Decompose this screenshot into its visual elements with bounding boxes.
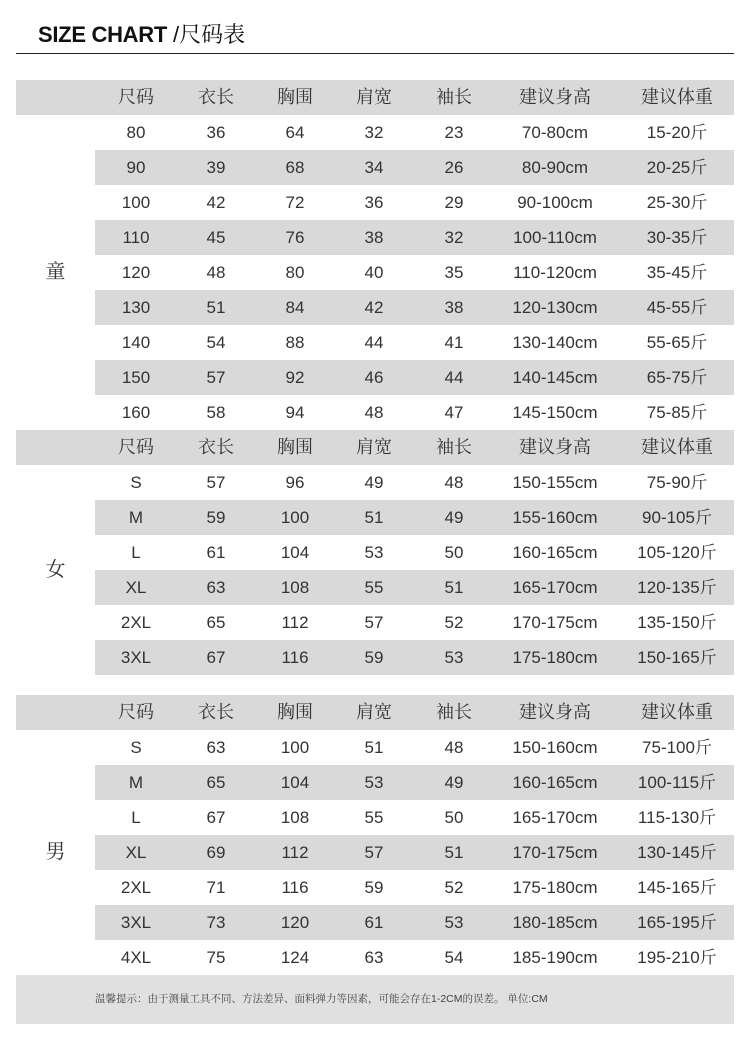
cell-size: 3XL <box>120 648 152 667</box>
cell-shoulder: 61 <box>364 913 384 932</box>
section-group-2 <box>16 695 734 975</box>
table-row <box>16 290 734 325</box>
cell-length: 51 <box>206 298 226 317</box>
cell-height: 140-145cm <box>512 368 598 387</box>
cell-height: 80-90cm <box>521 158 589 177</box>
table-row <box>16 325 734 360</box>
cell-chest: 76 <box>285 228 305 247</box>
cell-height: 165-170cm <box>512 808 598 827</box>
cell-chest: 104 <box>280 773 310 792</box>
cell-size: 80 <box>126 123 146 142</box>
header-cell-height: 建议身高 <box>519 437 591 457</box>
cell-shoulder: 57 <box>364 613 384 632</box>
table-row <box>16 115 734 150</box>
header-cell-sleeve: 袖长 <box>436 702 472 722</box>
cell-shoulder: 63 <box>364 948 384 967</box>
header-cell-shoulder: 肩宽 <box>356 437 392 457</box>
header-cell-shoulder: 肩宽 <box>356 87 392 107</box>
cell-sleeve: 51 <box>444 578 464 597</box>
page-title <box>38 20 245 50</box>
header-cell-size: 尺码 <box>118 702 154 722</box>
cell-height: 145-150cm <box>512 403 598 422</box>
cell-sleeve: 54 <box>444 948 464 967</box>
cell-size: 160 <box>121 403 151 422</box>
title-english: SIZE CHART <box>38 22 168 47</box>
cell-shoulder: 51 <box>364 738 384 757</box>
cell-height: 165-170cm <box>512 578 598 597</box>
cell-weight: 75-90斤 <box>646 473 708 492</box>
table-row <box>16 765 734 800</box>
cell-height: 170-175cm <box>512 843 598 862</box>
cell-height: 120-130cm <box>512 298 598 317</box>
cell-weight: 65-75斤 <box>646 368 708 387</box>
cell-height: 170-175cm <box>512 613 598 632</box>
cell-height: 160-165cm <box>512 773 598 792</box>
cell-chest: 120 <box>280 913 310 932</box>
cell-length: 67 <box>206 648 226 667</box>
table-row <box>16 395 734 430</box>
cell-shoulder: 40 <box>364 263 384 282</box>
cell-size: S <box>130 738 142 757</box>
cell-length: 67 <box>206 808 226 827</box>
cell-shoulder: 57 <box>364 843 384 862</box>
cell-length: 75 <box>206 948 226 967</box>
cell-weight: 25-30斤 <box>646 193 708 212</box>
header-cell-weight: 建议体重 <box>641 87 713 107</box>
cell-sleeve: 50 <box>444 543 464 562</box>
cell-chest: 100 <box>280 738 310 757</box>
cell-length: 54 <box>206 333 226 352</box>
cell-size: 3XL <box>120 913 152 932</box>
cell-height: 180-185cm <box>512 913 598 932</box>
cell-shoulder: 38 <box>364 228 384 247</box>
cell-weight: 20-25斤 <box>646 158 708 177</box>
cell-length: 36 <box>206 123 226 142</box>
cell-length: 57 <box>206 368 226 387</box>
cell-weight: 165-195斤 <box>637 913 717 932</box>
cell-sleeve: 48 <box>444 473 464 492</box>
cell-weight: 195-210斤 <box>637 948 717 967</box>
cell-chest: 112 <box>281 613 309 632</box>
cell-chest: 104 <box>280 543 310 562</box>
cell-size: 4XL <box>120 948 152 967</box>
cell-chest: 108 <box>280 808 310 827</box>
cell-length: 65 <box>206 773 226 792</box>
table-row <box>16 535 734 570</box>
cell-sleeve: 41 <box>444 333 464 352</box>
cell-chest: 116 <box>281 648 309 667</box>
section-group-0 <box>16 80 734 430</box>
cell-height: 110-120cm <box>513 263 597 282</box>
header-cell-chest: 胸围 <box>277 87 313 107</box>
cell-shoulder: 59 <box>364 878 384 897</box>
cell-chest: 94 <box>285 403 305 422</box>
section-group-1 <box>16 430 734 675</box>
cell-size: M <box>128 508 144 527</box>
header-cell-sleeve: 袖长 <box>436 87 472 107</box>
cell-shoulder: 59 <box>364 648 384 667</box>
table-row <box>16 640 734 675</box>
cell-length: 63 <box>206 578 226 597</box>
cell-weight: 30-35斤 <box>646 228 708 247</box>
table-row <box>16 465 734 500</box>
cell-weight: 90-105斤 <box>642 508 712 527</box>
cell-length: 59 <box>206 508 226 527</box>
note-box <box>16 975 734 1024</box>
table-row <box>16 905 734 940</box>
group-label: 童 <box>45 261 66 283</box>
cell-size: 2XL <box>120 878 152 897</box>
cell-chest: 68 <box>285 158 305 177</box>
table-header-row <box>16 695 734 730</box>
cell-shoulder: 48 <box>364 403 384 422</box>
cell-shoulder: 42 <box>364 298 384 317</box>
table-row <box>16 835 734 870</box>
title-divider <box>16 53 734 54</box>
table-row <box>16 940 734 975</box>
cell-sleeve: 29 <box>444 193 464 212</box>
cell-height: 90-100cm <box>517 193 593 212</box>
cell-size: M <box>128 773 144 792</box>
cell-size: 130 <box>121 298 151 317</box>
header-cell-shoulder: 肩宽 <box>356 702 392 722</box>
cell-size: L <box>131 543 141 562</box>
cell-chest: 88 <box>285 333 305 352</box>
header-cell-weight: 建议体重 <box>641 437 713 457</box>
cell-chest: 112 <box>281 843 309 862</box>
cell-length: 57 <box>206 473 226 492</box>
cell-weight: 135-150斤 <box>637 613 717 632</box>
table-header-row <box>16 80 734 115</box>
cell-chest: 92 <box>285 368 305 387</box>
cell-weight: 120-135斤 <box>637 578 717 597</box>
table-row <box>16 150 734 185</box>
cell-chest: 116 <box>281 878 309 897</box>
cell-size: XL <box>125 843 147 862</box>
cell-height: 155-160cm <box>512 508 598 527</box>
cell-shoulder: 49 <box>364 473 384 492</box>
cell-weight: 105-120斤 <box>637 543 717 562</box>
cell-length: 39 <box>206 158 226 177</box>
cell-weight: 75-85斤 <box>646 403 708 422</box>
cell-chest: 72 <box>285 193 305 212</box>
title-chinese: /尺码表 <box>173 22 246 47</box>
cell-sleeve: 26 <box>444 158 464 177</box>
cell-height: 160-165cm <box>512 543 598 562</box>
cell-shoulder: 46 <box>364 368 384 387</box>
header-cell-size: 尺码 <box>118 87 154 107</box>
cell-weight: 100-115斤 <box>637 773 717 792</box>
cell-shoulder: 55 <box>364 578 384 597</box>
cell-weight: 115-130斤 <box>637 808 717 827</box>
cell-length: 69 <box>206 843 226 862</box>
table-row <box>16 605 734 640</box>
cell-shoulder: 34 <box>364 158 384 177</box>
cell-size: 90 <box>126 158 146 177</box>
cell-height: 175-180cm <box>512 878 598 897</box>
cell-chest: 64 <box>285 123 305 142</box>
cell-length: 71 <box>206 878 226 897</box>
cell-size: 140 <box>121 333 151 352</box>
group-label: 男 <box>45 841 66 863</box>
cell-weight: 45-55斤 <box>646 298 708 317</box>
cell-height: 70-80cm <box>521 123 589 142</box>
cell-shoulder: 55 <box>364 808 384 827</box>
cell-shoulder: 53 <box>364 543 384 562</box>
cell-height: 150-155cm <box>512 473 598 492</box>
cell-sleeve: 51 <box>444 843 464 862</box>
cell-height: 150-160cm <box>512 738 598 757</box>
cell-length: 58 <box>206 403 226 422</box>
header-cell-length: 衣长 <box>198 437 234 457</box>
cell-chest: 84 <box>285 298 305 317</box>
header-cell-sleeve: 袖长 <box>436 437 472 457</box>
cell-sleeve: 44 <box>444 368 464 387</box>
cell-shoulder: 36 <box>364 193 384 212</box>
table-header-row <box>16 430 734 465</box>
cell-height: 130-140cm <box>512 333 598 352</box>
cell-weight: 145-165斤 <box>637 878 717 897</box>
table-row <box>16 360 734 395</box>
measurement-note: 温馨提示：由于测量工具不同、方法差异、面料弹力等因素，可能会存在1-2CM的误差。 单位:CM <box>95 993 548 1005</box>
cell-shoulder: 44 <box>364 333 384 352</box>
cell-length: 65 <box>206 613 226 632</box>
cell-size: S <box>130 473 142 492</box>
cell-size: 150 <box>121 368 151 387</box>
cell-size: 110 <box>122 228 150 247</box>
cell-length: 48 <box>206 263 226 282</box>
cell-length: 63 <box>206 738 226 757</box>
table-row <box>16 870 734 905</box>
cell-weight: 150-165斤 <box>637 648 717 667</box>
header-cell-size: 尺码 <box>118 437 154 457</box>
cell-weight: 35-45斤 <box>646 263 708 282</box>
table-row <box>16 800 734 835</box>
cell-height: 175-180cm <box>512 648 598 667</box>
cell-sleeve: 49 <box>444 508 464 527</box>
header-cell-height: 建议身高 <box>519 87 591 107</box>
cell-weight: 55-65斤 <box>646 333 708 352</box>
table-row <box>16 255 734 290</box>
cell-sleeve: 35 <box>444 263 464 282</box>
cell-sleeve: 38 <box>444 298 464 317</box>
cell-sleeve: 49 <box>444 773 464 792</box>
cell-height: 100-110cm <box>513 228 597 247</box>
cell-size: 100 <box>121 193 151 212</box>
cell-sleeve: 53 <box>444 648 464 667</box>
cell-size: 120 <box>121 263 151 282</box>
cell-length: 45 <box>206 228 226 247</box>
cell-chest: 108 <box>280 578 310 597</box>
header-cell-chest: 胸围 <box>277 437 313 457</box>
cell-weight: 130-145斤 <box>637 843 717 862</box>
group-label: 女 <box>45 559 66 581</box>
cell-height: 185-190cm <box>512 948 598 967</box>
cell-sleeve: 48 <box>444 738 464 757</box>
cell-length: 73 <box>206 913 226 932</box>
cell-sleeve: 52 <box>444 878 464 897</box>
cell-shoulder: 32 <box>364 123 384 142</box>
cell-chest: 80 <box>285 263 305 282</box>
cell-shoulder: 53 <box>364 773 384 792</box>
cell-sleeve: 32 <box>444 228 464 247</box>
header-cell-length: 衣长 <box>198 87 234 107</box>
cell-size: L <box>131 808 141 827</box>
cell-length: 42 <box>206 193 226 212</box>
cell-chest: 100 <box>280 508 310 527</box>
table-row <box>16 730 734 765</box>
cell-sleeve: 50 <box>444 808 464 827</box>
table-row <box>16 500 734 535</box>
cell-shoulder: 51 <box>364 508 384 527</box>
cell-sleeve: 47 <box>444 403 464 422</box>
cell-sleeve: 53 <box>444 913 464 932</box>
cell-chest: 96 <box>285 473 305 492</box>
cell-sleeve: 23 <box>444 123 464 142</box>
cell-chest: 124 <box>280 948 310 967</box>
header-cell-chest: 胸围 <box>277 702 313 722</box>
cell-size: 2XL <box>120 613 152 632</box>
cell-length: 61 <box>206 543 226 562</box>
table-row <box>16 185 734 220</box>
header-cell-height: 建议身高 <box>519 702 591 722</box>
cell-weight: 15-20斤 <box>646 123 708 142</box>
header-cell-length: 衣长 <box>198 702 234 722</box>
table-row <box>16 570 734 605</box>
table-row <box>16 220 734 255</box>
header-cell-weight: 建议体重 <box>641 702 713 722</box>
cell-size: XL <box>125 578 147 597</box>
cell-sleeve: 52 <box>444 613 464 632</box>
cell-weight: 75-100斤 <box>642 738 712 757</box>
